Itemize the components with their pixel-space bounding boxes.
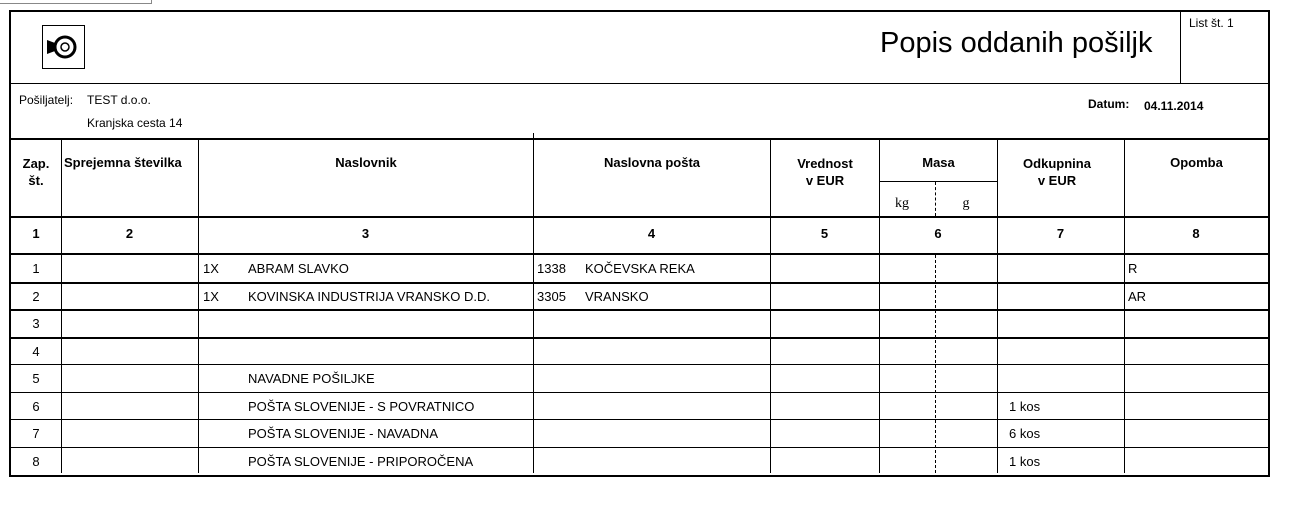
row-number: 5 <box>32 371 40 386</box>
row-quantity: 1X <box>203 288 219 304</box>
row-recipient: POŠTA SLOVENIJE - NAVADNA <box>248 426 438 441</box>
column-divider <box>879 139 880 473</box>
sheet-label: List št. <box>1189 16 1224 30</box>
posthorn-icon <box>43 26 84 68</box>
sender-address: Kranjska cesta 14 <box>87 116 183 130</box>
row-separator <box>11 337 1268 339</box>
row-post-name: VRANSKO <box>585 288 649 304</box>
col-header-odkupnina <box>998 155 1116 189</box>
row-separator <box>11 364 1268 365</box>
masa-header-dash <box>935 182 936 216</box>
row-recipient: ABRAM SLAVKO <box>248 261 349 276</box>
col-header-vrednost <box>771 155 879 189</box>
col-header-zap-line2: št. <box>28 173 44 188</box>
row-quantity: 1X <box>203 261 219 276</box>
row-cod: 1 kos <box>1009 453 1041 469</box>
row-separator <box>11 309 1268 311</box>
page-title: Popis oddanih pošiljk <box>880 27 1153 59</box>
column-divider <box>997 139 998 473</box>
date-label: Datum: <box>1088 97 1130 111</box>
row-cod: 6 kos <box>1009 426 1041 441</box>
column-divider <box>533 139 534 473</box>
column-number-7: 7 <box>1056 226 1065 241</box>
column-number-2: 2 <box>125 226 134 241</box>
row-recipient: NAVADNE POŠILJKE <box>248 371 375 386</box>
row-number: 3 <box>32 316 40 331</box>
col-header-naslovnik: Naslovnik <box>335 155 397 170</box>
row-separator <box>11 392 1268 393</box>
row-number: 7 <box>32 426 40 441</box>
header-divider <box>11 83 1268 84</box>
column-divider <box>1124 139 1125 473</box>
date-value: 04.11.2014 <box>1144 99 1204 113</box>
column-divider <box>61 139 62 473</box>
col-header-naslovna-posta: Naslovna pošta <box>603 155 701 170</box>
column-header-top <box>11 138 1268 140</box>
row-separator <box>11 419 1268 420</box>
sender-label: Pošiljatelj: <box>19 93 74 107</box>
sender-name: TEST d.o.o. <box>87 93 151 107</box>
sheet-number: 1 <box>1227 16 1234 30</box>
column-number-1: 1 <box>32 226 40 241</box>
col-header-odkupnina-line1: Odkupnina <box>1023 156 1091 171</box>
col-header-masa: Masa <box>922 155 955 170</box>
column-number-bottom <box>11 253 1268 255</box>
row-recipient: POŠTA SLOVENIJE - PRIPOROČENA <box>248 453 474 469</box>
row-number: 1 <box>32 261 40 276</box>
col-header-opomba: Opomba <box>1170 155 1223 170</box>
row-cod: 1 kos <box>1009 398 1041 414</box>
row-number: 8 <box>32 453 40 469</box>
row-post-name: KOČEVSKA REKA <box>585 261 695 276</box>
sheet-box-divider <box>1180 11 1181 83</box>
row-number: 2 <box>32 288 40 304</box>
col-header-odkupnina-line2: v EUR <box>1037 173 1077 188</box>
col-header-masa-kg: kg <box>895 196 909 211</box>
column-number-5: 5 <box>820 226 829 241</box>
masa-body-dash <box>935 255 936 473</box>
col-header-vrednost-line2: v EUR <box>805 173 845 188</box>
row-number: 4 <box>32 343 40 359</box>
column-divider <box>770 139 771 473</box>
masa-subdivider <box>880 181 997 182</box>
row-recipient: KOVINSKA INDUSTRIJA VRANSKO D.D. <box>248 288 490 304</box>
col-header-zap <box>11 155 61 189</box>
column-header-bottom <box>11 216 1268 218</box>
column-number-8: 8 <box>1192 226 1200 241</box>
column-number-4: 4 <box>647 226 656 241</box>
logo-box <box>42 25 85 69</box>
row-recipient: POŠTA SLOVENIJE - S POVRATNICO <box>248 398 475 414</box>
row-post-code: 3305 <box>537 288 566 304</box>
row-post-code: 1338 <box>537 261 566 276</box>
row-separator <box>11 447 1268 448</box>
row-number: 6 <box>32 398 40 414</box>
col-header-zap-line1: Zap. <box>22 156 50 171</box>
column-number-3: 3 <box>361 226 370 241</box>
column-number-6: 6 <box>934 226 942 241</box>
col-header-sprejemna: Sprejemna številka <box>64 155 182 170</box>
col-header-masa-g: g <box>962 196 970 211</box>
window-corner <box>0 0 152 4</box>
row-separator <box>11 282 1268 284</box>
sheet-label-group <box>1189 16 1234 30</box>
row-note: AR <box>1128 288 1147 304</box>
column-divider <box>198 139 199 473</box>
row-note: R <box>1128 261 1138 276</box>
col-header-vrednost-line1: Vrednost <box>797 156 853 171</box>
